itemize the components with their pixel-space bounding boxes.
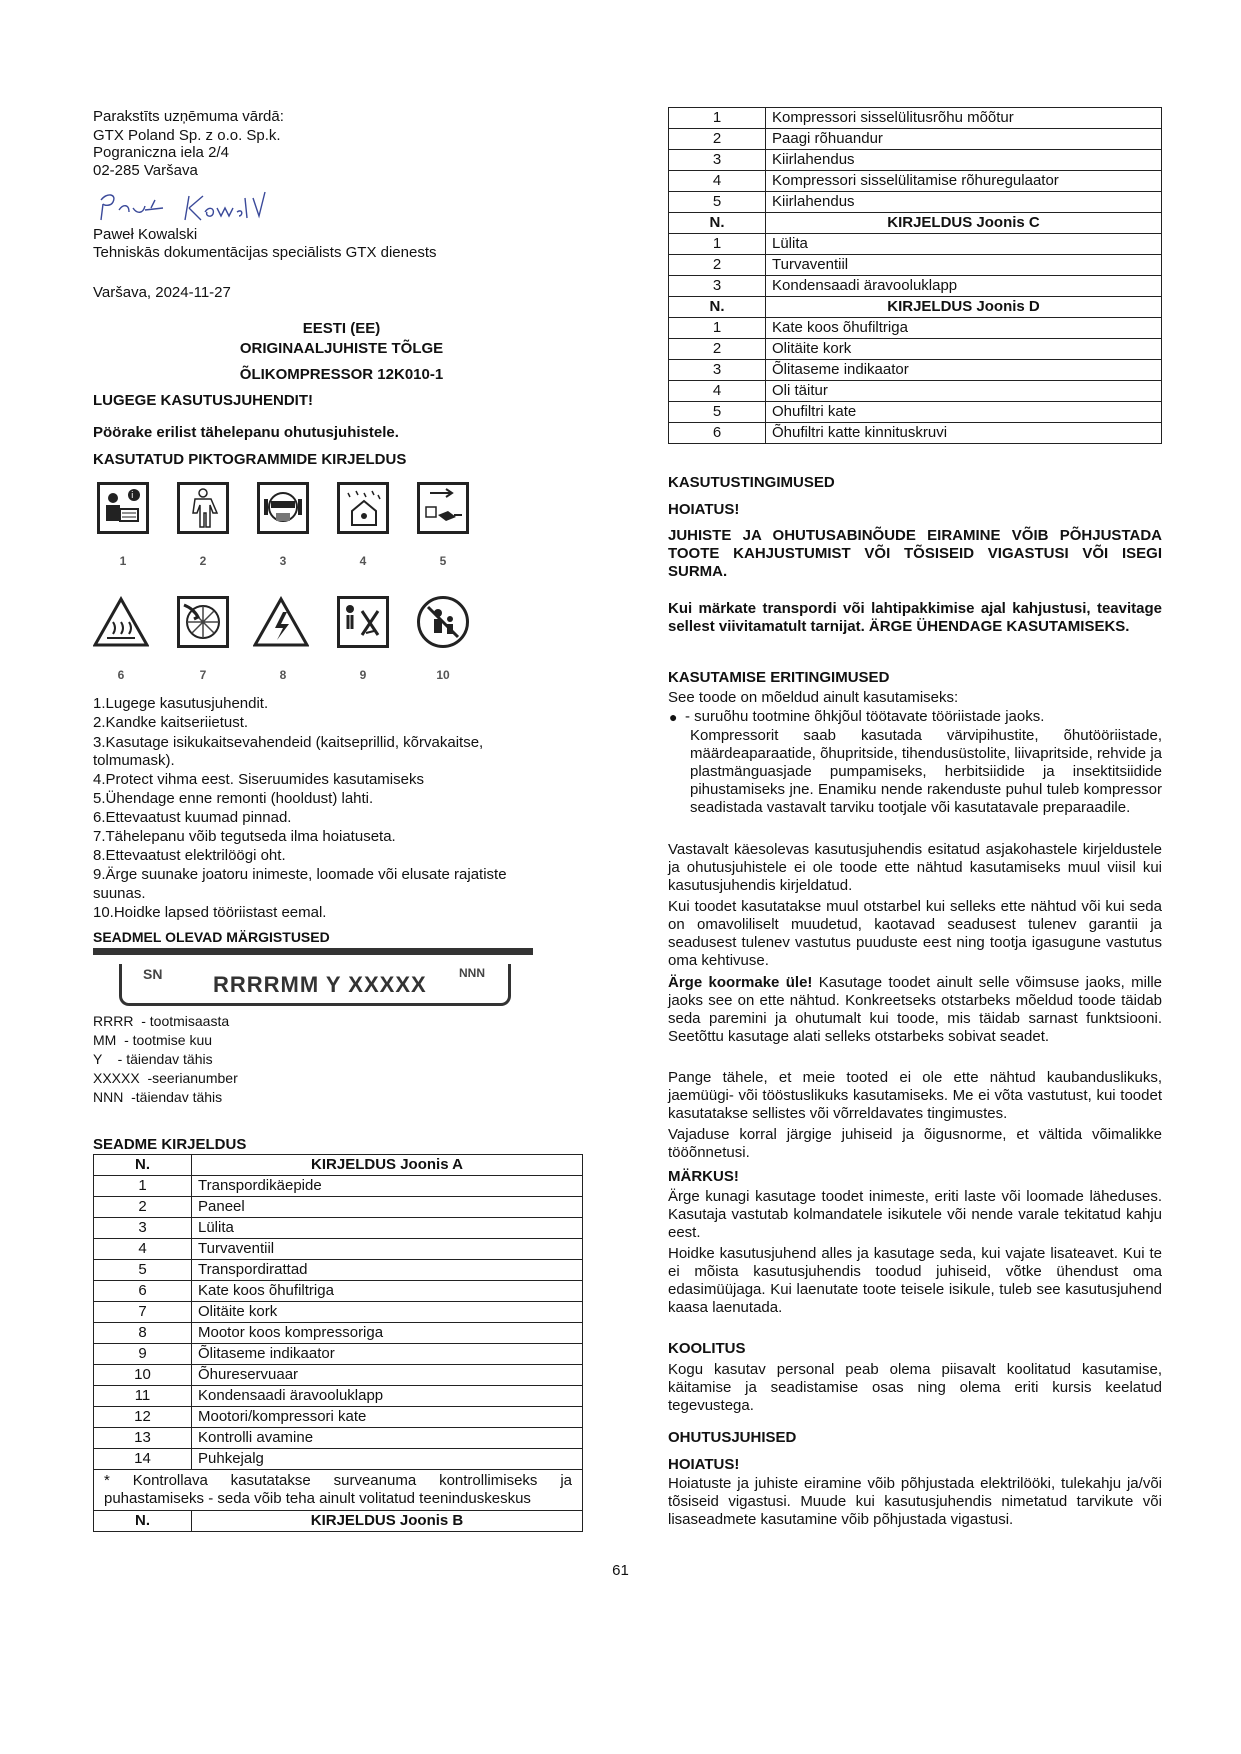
table-row bbox=[94, 1323, 583, 1344]
table-row bbox=[94, 1428, 583, 1449]
disconnect-icon bbox=[417, 482, 469, 534]
plate-serial-code: RRRRMM Y XXXXX bbox=[213, 972, 427, 997]
row-description: Kate koos õhufiltriga bbox=[766, 318, 1162, 339]
svg-text:i: i bbox=[131, 491, 134, 501]
row-number: 3 bbox=[669, 360, 766, 381]
row-number: 1 bbox=[94, 1176, 192, 1197]
table-row bbox=[669, 129, 1162, 150]
row-description: Kompressori sisselülitusrõhu mõõtur bbox=[766, 108, 1162, 129]
pictogram-item: tolmumask). bbox=[93, 752, 175, 769]
table-row bbox=[94, 1407, 583, 1428]
usage-paragraph: Vastavalt käesolevas kasutusjuhendis esitatud asjakohastele kirjeldustele ja ohutusjuhistele ei ole toode ette nähtud kasutamiseks muul viisil kui kasutusjuhendis kirjeldatud. bbox=[668, 841, 1162, 894]
protective-gear-icon bbox=[257, 482, 309, 534]
pictogram-item: 4.Protect vihma eest. Siseruumides kasutamiseks bbox=[93, 771, 424, 788]
table-row bbox=[94, 1386, 583, 1407]
bullet-icon: ● bbox=[669, 709, 678, 725]
pictogram-number: 6 bbox=[117, 668, 125, 682]
safety-text: Hoiatuste ja juhiste eiramine võib põhjustada elektrilööki, tulekahju ja/või tõsiseid vigastusi. Muude kui kasutusjuhendis nimetatud tarvikute või lisaseadmete kasutamine võib põhjustada vigastusi. bbox=[668, 1475, 1162, 1528]
row-description: Kiirlahendus bbox=[766, 192, 1162, 213]
translation-heading: ORIGINAALJUHISTE TÕLGE bbox=[239, 340, 444, 357]
row-number: 3 bbox=[94, 1218, 192, 1239]
row-description: Turvaventiil bbox=[192, 1239, 583, 1260]
row-number: 8 bbox=[94, 1323, 192, 1344]
device-description-heading: SEADME KIRJELDUS bbox=[93, 1136, 247, 1153]
training-text: Kogu kasutav personal peab olema piisavalt koolitatud kasutamise, käitamise ja seadistamise osas ning olema eriti kursis keelatud tegevustega. bbox=[668, 1361, 1162, 1414]
pictogram-item: suunas. bbox=[93, 885, 146, 902]
row-description: Õhureservuaar bbox=[192, 1365, 583, 1386]
row-description: Õlitaseme indikaator bbox=[766, 360, 1162, 381]
table-row bbox=[94, 1365, 583, 1386]
plate-nnn-label: NNN bbox=[459, 966, 485, 980]
rain-protect-icon bbox=[337, 482, 389, 534]
column-number-header: N. bbox=[94, 1155, 192, 1176]
table-header-row bbox=[669, 297, 1162, 318]
company-city: 02-285 Varšava bbox=[93, 162, 198, 179]
row-number: 4 bbox=[669, 171, 766, 192]
column-number-header: N. bbox=[94, 1511, 192, 1532]
pictograms-heading: KASUTATUD PIKTOGRAMMIDE KIRJELDUS bbox=[93, 451, 407, 468]
table-row bbox=[669, 423, 1162, 444]
row-description: Kate koos õhufiltriga bbox=[192, 1281, 583, 1302]
row-description: Paagi rõhuandur bbox=[766, 129, 1162, 150]
row-description: Mootori/kompressori kate bbox=[192, 1407, 583, 1428]
overload-paragraph bbox=[668, 974, 1162, 1046]
usage-warning-text: JUHISTE JA OHUTUSABINÕUDE EIRAMINE VÕIB PÕHJUSTADA TOOTE KAHJUSTUMIST VÕI TÕSISEID VIGASTUSI VÕI ISEGI SURMA. bbox=[668, 527, 1162, 580]
table-row bbox=[94, 1344, 583, 1365]
table-note-row bbox=[94, 1470, 583, 1511]
pictogram-item: 1.Lugege kasutusjuhendit. bbox=[93, 695, 269, 712]
marking-legend-item: RRRR - tootmisaasta bbox=[93, 1013, 230, 1029]
table-header-row bbox=[669, 213, 1162, 234]
pictogram-item: 5.Ühendage enne remonti (hooldust) lahti. bbox=[93, 790, 374, 807]
pictogram-number: 4 bbox=[359, 554, 367, 568]
overload-bold: Ärge koormake üle! bbox=[668, 974, 813, 991]
no-spray-icon bbox=[337, 596, 389, 648]
pictogram-number: 2 bbox=[199, 554, 207, 568]
row-description: Puhkejalg bbox=[192, 1449, 583, 1470]
row-description: Kondensaadi äravooluklapp bbox=[192, 1386, 583, 1407]
serial-plate bbox=[93, 948, 533, 1014]
special-conditions-intro: See toode on mõeldud ainult kasutamiseks: bbox=[668, 689, 959, 706]
page-number: 61 bbox=[612, 1562, 629, 1579]
pictogram-item: 3.Kasutage isikukaitsevahendeid (kaitseprillid, kõrvakaitse, bbox=[93, 734, 484, 751]
safety-heading: OHUTUSJUHISED bbox=[668, 1429, 797, 1446]
row-number: 2 bbox=[669, 255, 766, 276]
bullet-item: - suruõhu tootmine õhkjõul töötavate tööriistade jaoks. bbox=[685, 708, 1045, 725]
row-number: 1 bbox=[669, 108, 766, 129]
table-row bbox=[669, 381, 1162, 402]
usage-paragraph: Vajaduse korral järgige juhiseid ja õigusnorme, et vältida võimalikke tööõnnetusi. bbox=[668, 1126, 1162, 1161]
hot-surface-icon bbox=[93, 596, 149, 648]
electric-shock-icon bbox=[253, 596, 309, 648]
row-description: Lülita bbox=[766, 234, 1162, 255]
pictogram-number: 8 bbox=[279, 668, 287, 682]
usage-paragraph: Kui toodet kasutatakse muul otstarbel kui selleks ette nähtud või kui seda on omavoliliselt muudetud, kaotavad seadusest tulenev garantii ja seadusest tulenev vastutus puuduste eest ning tootja igasugune vastutus oma kehtivuse. bbox=[668, 898, 1162, 969]
bullet-continuation: Kompressorit saab kasutada värvipihustite, õhutööriistade, määrdeaparaatide, õhupritside, tihendusüstolite, liivapritside, rehvide ja plastmänguasjade pumpamiseks, herbitsiidide ja insektitsiidide pihustamiseks jne. Enamiku nende rakenduste puhul tuleb kompressor seadistada vastavalt tarviku tootjale või kasutatavale preparaadile. bbox=[690, 727, 1162, 816]
table-row bbox=[669, 234, 1162, 255]
overload-text: Kasutage toodet ainult selle võimsuse jaoks, mille jaoks see on ette nähtud. Konkreetseks otstarbeks mõeldud toode täidab seda paremini ja ohutumalt kui toode, mis täidab sarnast funktsiooni. Seetõttu kasutage alati selleks otstarbeks sobivat seadet. bbox=[668, 974, 1163, 1045]
pictogram-item: 7.Tähelepanu võib tegutseda ilma hoiatuseta. bbox=[93, 828, 396, 845]
row-description: Olitäite kork bbox=[766, 339, 1162, 360]
row-number: 13 bbox=[94, 1428, 192, 1449]
safety-warning-heading: HOIATUS! bbox=[668, 1456, 740, 1473]
company-name: GTX Poland Sp. z o.o. Sp.k. bbox=[93, 127, 281, 144]
column-description-header: KIRJELDUS Joonis B bbox=[192, 1511, 583, 1532]
note-text: Ärge kunagi kasutage toodet inimeste, eriti laste või loomade läheduses. Kasutaja vastutab kolmandatele isikutele või nende varale tekitatud kahju eest. bbox=[668, 1188, 1162, 1241]
table-row bbox=[669, 276, 1162, 297]
row-number: 2 bbox=[669, 339, 766, 360]
table-row bbox=[94, 1197, 583, 1218]
usage-conditions-heading: KASUTUSTINGIMUSED bbox=[668, 474, 835, 491]
pictogram-number: 10 bbox=[436, 668, 450, 682]
table-row bbox=[94, 1260, 583, 1281]
automatic-start-icon bbox=[177, 596, 229, 648]
table-row bbox=[94, 1302, 583, 1323]
row-number: 12 bbox=[94, 1407, 192, 1428]
marking-legend-item: Y - täiendav tähis bbox=[93, 1051, 213, 1067]
row-number: 9 bbox=[94, 1344, 192, 1365]
marking-legend-item: XXXXX -seerianumber bbox=[93, 1070, 238, 1086]
keep-children-away-icon bbox=[417, 596, 469, 648]
special-conditions-heading: KASUTAMISE ERITINGIMUSED bbox=[668, 669, 890, 686]
table-row bbox=[94, 1239, 583, 1260]
table-row bbox=[669, 360, 1162, 381]
pictogram-item: 9.Ärge suunake joatoru inimeste, loomade või elusate rajatiste bbox=[93, 866, 507, 883]
row-description: Õhufiltri katte kinnituskruvi bbox=[766, 423, 1162, 444]
row-number: 5 bbox=[669, 402, 766, 423]
column-description-header: KIRJELDUS Joonis C bbox=[766, 213, 1162, 234]
row-description: Kontrolli avamine bbox=[192, 1428, 583, 1449]
transport-damage-text: Kui märkate transpordi või lahtipakkimise ajal kahjustusi, teavitage sellest viivitamatult tarnijat. ÄRGE ÜHENDAGE KASUTAMISEKS. bbox=[668, 600, 1162, 635]
column-number-header: N. bbox=[669, 297, 766, 318]
product-heading: ÕLIKOMPRESSOR 12K010-1 bbox=[239, 366, 444, 383]
note-heading: MÄRKUS! bbox=[668, 1168, 739, 1185]
signature-image bbox=[93, 186, 293, 226]
table-row bbox=[669, 255, 1162, 276]
table-header-row bbox=[94, 1511, 583, 1532]
pictogram-item: 8.Ettevaatust elektrilöögi oht. bbox=[93, 847, 286, 864]
language-heading: EESTI (EE) bbox=[302, 320, 381, 337]
table-row bbox=[669, 108, 1162, 129]
usage-paragraph: Pange tähele, et meie tooted ei ole ette nähtud kaubanduslikuks, jaemüügi- või tööstuslikuks kasutamiseks. Me ei võta vastutust, kui toodet kasutatakse sellistes või võrreldavates tingimustes. bbox=[668, 1069, 1162, 1122]
row-description: Transpordikäepide bbox=[192, 1176, 583, 1197]
row-number: 14 bbox=[94, 1449, 192, 1470]
pictogram-number: 5 bbox=[439, 554, 447, 568]
row-number: 1 bbox=[669, 234, 766, 255]
plate-sn-label: SN bbox=[143, 966, 163, 982]
row-number: 2 bbox=[669, 129, 766, 150]
signer-position: Tehniskās dokumentācijas speciālists GTX dienests bbox=[93, 244, 437, 261]
note-text: Hoidke kasutusjuhend alles ja kasutage seda, kui vajate lisateavet. Kui te ei mõista kasutusjuhendis toodud juhiseid, võtke ühendust oma edasimüüjaga. Kui laenutate toote teisele isikule, tuleb see kasutusjuhend kaasa laenutada. bbox=[668, 1245, 1162, 1316]
row-description: Turvaventiil bbox=[766, 255, 1162, 276]
row-number: 5 bbox=[94, 1260, 192, 1281]
table-row bbox=[669, 192, 1162, 213]
row-number: 2 bbox=[94, 1197, 192, 1218]
safety-attention: Pöörake erilist tähelepanu ohutusjuhistele. bbox=[93, 424, 399, 441]
row-description: Ohufiltri kate bbox=[766, 402, 1162, 423]
markings-heading: SEADMEL OLEVAD MÄRGISTUSED bbox=[93, 929, 330, 945]
column-description-header: KIRJELDUS Joonis D bbox=[766, 297, 1162, 318]
read-manual-icon bbox=[97, 482, 149, 534]
row-description: Kiirlahendus bbox=[766, 150, 1162, 171]
training-heading: KOOLITUS bbox=[668, 1340, 746, 1357]
table-row bbox=[669, 339, 1162, 360]
usage-warning-heading: HOIATUS! bbox=[668, 501, 740, 518]
row-number: 4 bbox=[669, 381, 766, 402]
table-header-row bbox=[94, 1155, 583, 1176]
row-description: Transpordirattad bbox=[192, 1260, 583, 1281]
row-description: Kondensaadi äravooluklapp bbox=[766, 276, 1162, 297]
read-manual-heading: LUGEGE KASUTUSJUHENDIT! bbox=[93, 392, 314, 409]
company-street: Pograniczna iela 2/4 bbox=[93, 144, 229, 161]
signer-name: Paweł Kowalski bbox=[93, 226, 198, 243]
row-number: 10 bbox=[94, 1365, 192, 1386]
row-number: 4 bbox=[94, 1239, 192, 1260]
pictogram-item: 10.Hoidke lapsed tööriistast eemal. bbox=[93, 904, 327, 921]
pictogram-item: 6.Ettevaatust kuumad pinnad. bbox=[93, 809, 292, 826]
row-number: 7 bbox=[94, 1302, 192, 1323]
row-number: 11 bbox=[94, 1386, 192, 1407]
signed-by: Parakstīts uzņēmuma vārdā: bbox=[93, 108, 284, 125]
row-description: Kompressori sisselülitamise rõhuregulaator bbox=[766, 171, 1162, 192]
pictogram-number: 7 bbox=[199, 668, 207, 682]
row-number: 1 bbox=[669, 318, 766, 339]
table-row bbox=[94, 1449, 583, 1470]
row-number: 3 bbox=[669, 276, 766, 297]
row-description: Lülita bbox=[192, 1218, 583, 1239]
column-number-header: N. bbox=[669, 213, 766, 234]
table-row bbox=[669, 318, 1162, 339]
table-row bbox=[94, 1176, 583, 1197]
table-row bbox=[669, 150, 1162, 171]
row-number: 6 bbox=[669, 423, 766, 444]
row-number: 5 bbox=[669, 192, 766, 213]
table-note: * Kontrollava kasutatakse surveanuma kontrollimiseks ja puhastamiseks - seda võib teha ainult volitatud teeninduskeskus bbox=[94, 1470, 583, 1511]
row-description: Õlitaseme indikaator bbox=[192, 1344, 583, 1365]
table-row bbox=[669, 171, 1162, 192]
table-row bbox=[669, 402, 1162, 423]
marking-legend-item: MM - tootmise kuu bbox=[93, 1032, 213, 1048]
row-description: Mootor koos kompressoriga bbox=[192, 1323, 583, 1344]
pictogram-item: 2.Kandke kaitseriietust. bbox=[93, 714, 249, 731]
protective-clothing-icon bbox=[177, 482, 229, 534]
table-row bbox=[94, 1281, 583, 1302]
pictogram-number: 3 bbox=[279, 554, 287, 568]
marking-legend-item: NNN -täiendav tähis bbox=[93, 1089, 223, 1105]
table-row bbox=[94, 1218, 583, 1239]
row-number: 6 bbox=[94, 1281, 192, 1302]
description-tables-bcd bbox=[668, 107, 1162, 444]
signature-date: Varšava, 2024-11-27 bbox=[93, 284, 231, 301]
description-table-a bbox=[93, 1154, 583, 1532]
row-number: 3 bbox=[669, 150, 766, 171]
pictogram-number: 9 bbox=[359, 668, 367, 682]
row-description: Paneel bbox=[192, 1197, 583, 1218]
row-description: Olitäite kork bbox=[192, 1302, 583, 1323]
pictogram-number: 1 bbox=[119, 554, 127, 568]
column-description-header: KIRJELDUS Joonis A bbox=[192, 1155, 583, 1176]
row-description: Oli täitur bbox=[766, 381, 1162, 402]
